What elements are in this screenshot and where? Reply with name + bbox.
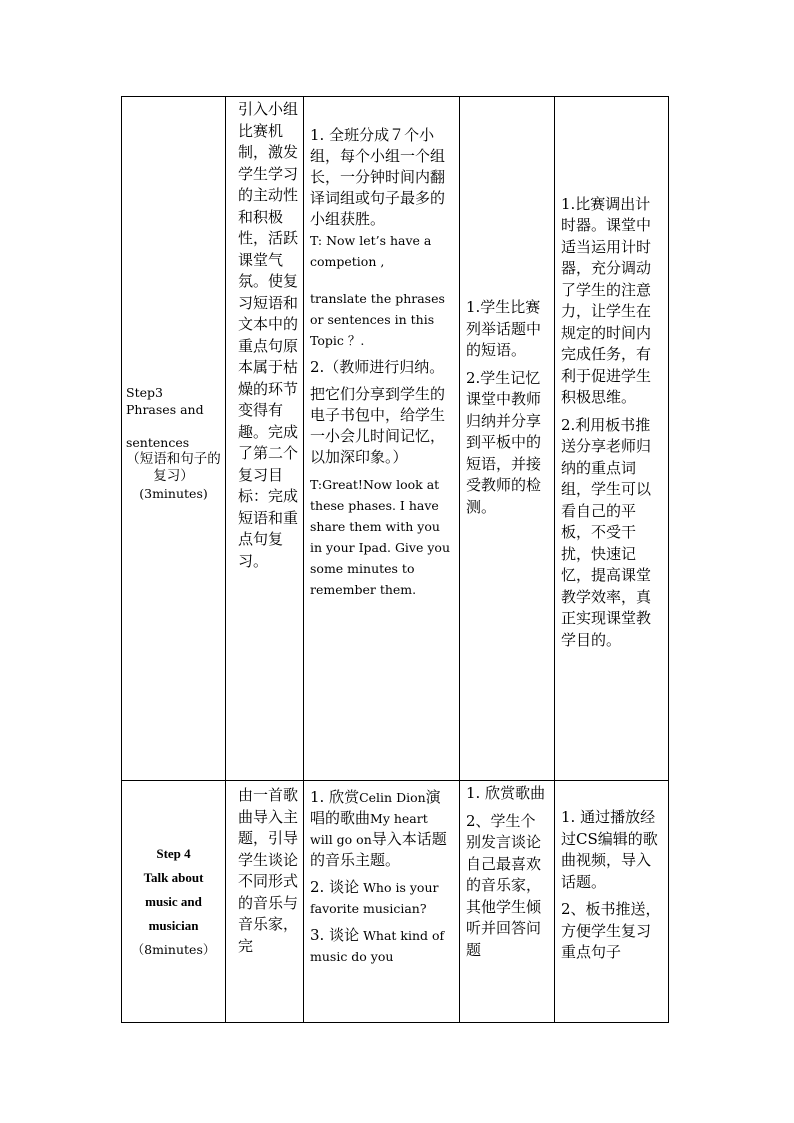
tech-note: 1.比赛调出计时器。课堂中适当运用计时器，充分调动了学生的注意力，让学生在规定的时间内完成任务，有利于促进学生积极思维。 <box>561 194 652 407</box>
teacher-step-text: 2.（教师进行归纳。 <box>310 358 445 376</box>
table-row <box>122 97 669 781</box>
tech-note: 2.利用板书推送分享老师归纳的重点词组，学生可以看自己的平板，不受干扰，快速记忆，提高课堂教学效率，真正实现课堂教学目的。 <box>561 415 652 649</box>
step-line: music and <box>145 893 202 909</box>
step-title: Step3 <box>126 384 163 400</box>
step-time: （8minutes） <box>131 941 216 957</box>
step-cell <box>122 781 226 1023</box>
teacher-step-text: 把它们分享到学生的电子书包中，给学生一小会儿时间记忆，以加深印象。） <box>310 385 446 466</box>
student-cell <box>460 97 555 781</box>
tech-cell <box>555 97 669 781</box>
step-cn: （短语和句子的复习） <box>126 450 221 484</box>
tech-cell <box>555 781 669 1023</box>
tech-note: 2、板书推送，方便学生复习重点句子 <box>561 900 661 961</box>
tech-note: 1. 通过播放经过CS编辑的歌曲视频，导入话题。 <box>561 808 658 891</box>
teacher-step-text: 1. 全班分成７个小组，每个小组一个组长，一分钟时间内翻译词组或句子最多的小组获胜。 <box>310 126 446 228</box>
teacher-dialogue: Who is your favorite musician? <box>310 880 439 916</box>
step-title: Step 4 <box>156 845 191 861</box>
step-cell <box>122 97 226 781</box>
step-line: Talk about <box>143 869 204 885</box>
teacher-dialogue: T: Now let’s have a competion , <box>310 233 432 269</box>
table-row <box>122 781 669 1023</box>
purpose-cell <box>226 781 304 1023</box>
student-cell <box>460 781 555 1023</box>
teacher-step-text: 演唱的歌曲 <box>310 788 441 827</box>
teacher-cell <box>304 781 460 1023</box>
teacher-dialogue: T:Great!Now look at these phases. I have share them with you in your Ipad. Give you some minutes to remember them. <box>310 477 451 597</box>
teacher-dialogue: My heart will go on <box>310 811 428 847</box>
student-activity: 2.学生记忆课堂中教师归纳并分享到平板中的短语，并接受教师的检测。 <box>466 368 542 516</box>
student-activity: 2、学生个别发言谈论自己最喜欢的音乐家，其他学生倾听并回答问题 <box>466 811 542 959</box>
teacher-dialogue: translate the phrases or sentences in this Topic ？. <box>310 291 445 348</box>
teacher-step-text: 3. 谈论 <box>310 926 360 944</box>
purpose-cell <box>226 97 304 781</box>
purpose-text: 引入小组比赛机制，激发学生学习的主动性和积极性，活跃课堂气氛。使复习短语和文本中的重点句原本属于枯燥的环节变得有趣。完成了第二个复习目标：完成短语和重点句复习。 <box>238 100 299 570</box>
teacher-step-text: 2. 谈论 <box>310 878 360 896</box>
student-activity: 1.学生比赛列举话题中的短语。 <box>466 298 542 359</box>
teacher-cell <box>304 97 460 781</box>
step-line: Phrases and <box>126 401 204 417</box>
step-time: (3minutes) <box>139 485 208 501</box>
teacher-dialogue: Celin Dion <box>359 790 426 805</box>
teacher-step-text: 导入本话题的音乐主题。 <box>310 830 447 869</box>
purpose-text: 由一首歌曲导入主题，引导学生谈论不同形式的音乐与音乐家，完 <box>238 786 299 955</box>
teacher-step-text: 1. 欣赏 <box>310 788 360 806</box>
teacher-dialogue: What kind of music do you <box>310 928 445 964</box>
student-activity: 1. 欣赏歌曲 <box>466 784 546 802</box>
step-line: musician <box>148 917 199 933</box>
step-line: sentences <box>126 434 190 450</box>
lesson-plan-table <box>121 96 669 1023</box>
